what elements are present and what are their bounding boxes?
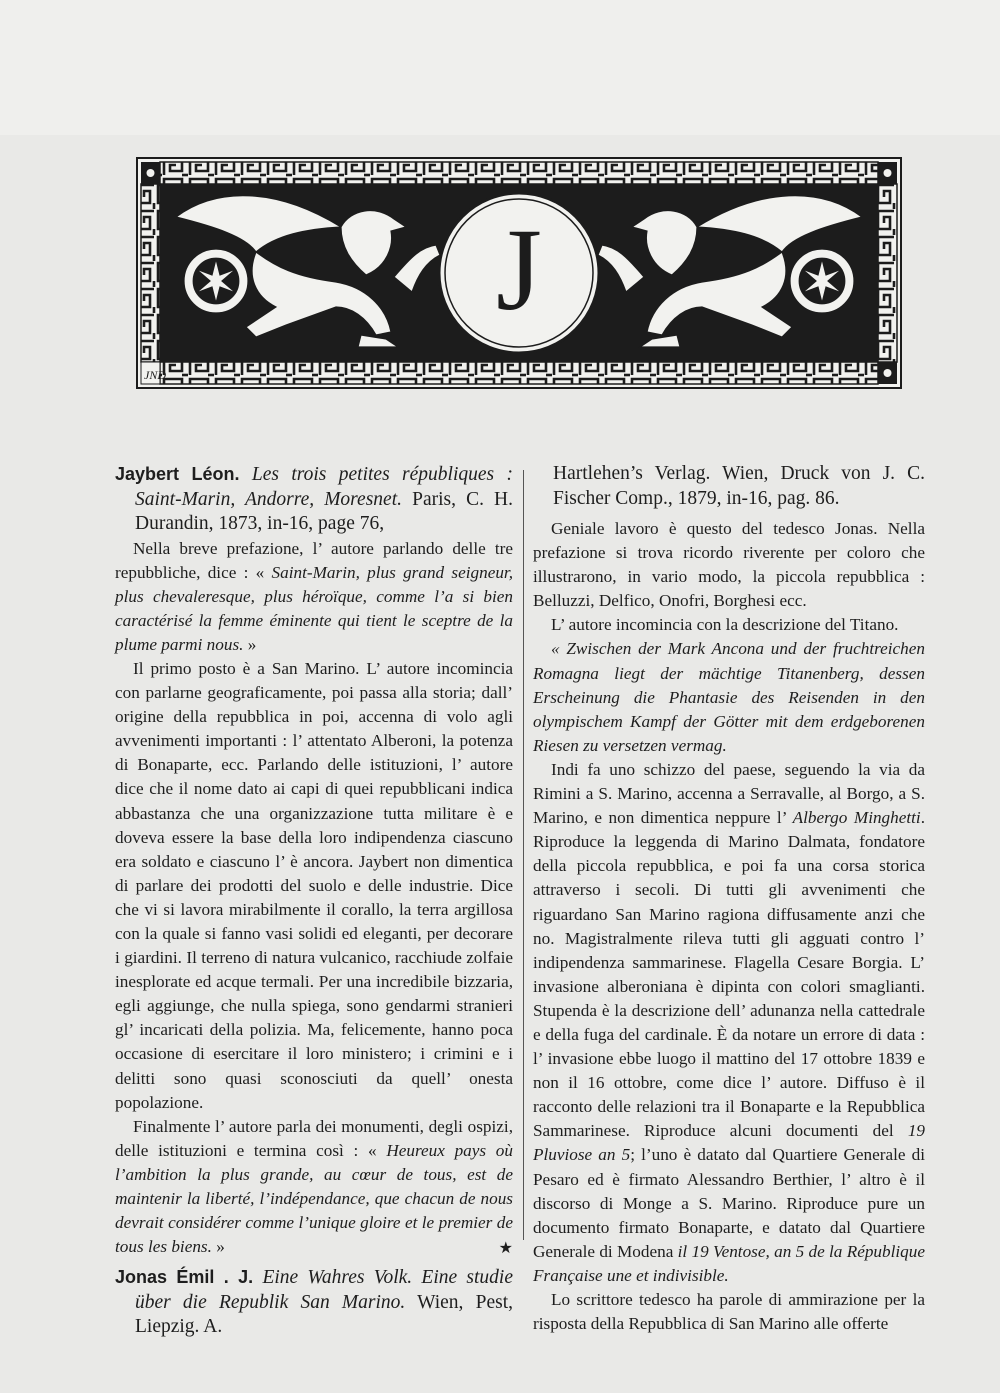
book-title: Eine Wahres Volk. Eine studie über die Republik San Marino.: [135, 1267, 513, 1313]
quotation: Heureux pays où l’ambition la plus grande, au cœur de tous, est de maintenir la liberté, l’indépendance, que chacun de nous devrait considérer comme l’unique gloire et le premier de tous les biens.: [115, 1140, 513, 1257]
bibliography-entry-jonas: [115, 1265, 513, 1340]
svg-text:JND: JND: [144, 368, 166, 382]
initial-letter: J: [496, 204, 542, 335]
author-name: Jonas Émil . J.: [115, 1267, 254, 1288]
star-ornament: ★: [498, 1240, 513, 1258]
author-name: Jaybert Léon.: [115, 464, 240, 484]
left-column: [115, 462, 513, 1340]
book-title: Les trois petites républiques : Saint-Marin, Andorre, Moresnet.: [135, 464, 513, 510]
publication-info: Paris, C. H. Durandin, 1873, in-16, page 76,: [135, 488, 514, 534]
paragraph: Indi fa uno schizzo del paese, seguendo la via da Rimini a S. Marino, accenna a Serravalle, al Borgo, a S. Marino, e non dimentica neppure l’ Albergo Minghetti. Riproduce la leggenda di Marino Dalmata, fondatore della piccola repubblica, e poi fa una corsa storica attraverso i secoli. Di tutti gli avvenimenti che riguardano San Marino ragiona diffusamente anzi che no. Magistralmente rileva tutti gli agguati contro l’ indipendenza sammarinese. Flagella Cesare Borgia. L’ invasione alberoniana è dipinta con colori smaglianti. Stupenda è la descrizione dell’ adunanza nella cattedrale e della fuga del cardinale. È da notare un errore di data : l’ invasione ebbe luogo il mattino del 17 ottobre 1839 e non il 16 ottobre, come dice l’ autore. Diffuso è il racconto delle relazioni tra il Bonaparte e la Repubblica Sammarinese. Riproduce alcuni documenti del 19 Pluviose an 5; l’uno è datato dal Quartiere Generale di Pesaro ed è firmato Alessandro Berthier, l’ altro è il discorso di Monge a S. Marino. Riproduce pure un documento firmato Bonaparte, e datato dal Quartiere Generale di Modena il 19 Ventose, an 5 de la République Française une et indivisible.: [533, 759, 925, 1285]
paragraph: Geniale lavoro è questo del tedesco Jonas. Nella prefazione si trova ricordo riverente per coloro che illustrarono, in vario modo, la piccola repubblica : Belluzzi, Delfico, Onofri, Borghesi ecc.: [533, 519, 925, 611]
quotation: « Zwischen der Mark Ancona und der fruchtreichen Romagna liegt der mächtige Titanenberg, dessen Erscheinung die Phantasie des Reisenden in den olympischem Kampf der Götter mit dem erdgeborenen Riesen zu versetzen vermag.: [533, 639, 925, 755]
column-divider: [523, 470, 524, 1240]
paragraph: Il primo posto è a San Marino. L’ autore incomincia con parlarne geograficamente, poi passa alla storia; dall’ origine della repubblica in poi, accenna di volo agli avvenimenti importanti : l’ attentato Alberoni, la potenza di Bonaparte, ecc. Parlando delle istituzioni, l’ autore dice che il nome dato ai capi di quei repubblicani indica abbastanza che una organizzazione tutta militare è e doveva essere la base della loro indipendenza ciascuno era soldato e ciascuno l’ è ancora. Jaybert non dimentica di parlare dei prodotti del suolo e delle industrie. Dice che vi si lavora mirabilmente il corallo, la terra argillosa con la quale si fanno vasi solidi ed eleganti, per decorare i giardini. Il terreno di natura vulcanico, racchiude zolfaie inesplorate ed acque termali. Per una incredibile bizzaria, egli aggiunge, che nulla spiega, sono gendarmi stranieri gl’ incaricati della polizia. Ma, felicemente, hanno poca occasione di esercitare il loro ministero; i crimini e i delitti sono quasi sconosciuti da quell’ onesta popolazione.: [115, 658, 513, 1112]
bibliography-entry-jaybert: [115, 462, 513, 537]
ornamental-banner: [136, 157, 902, 389]
page-top-margin: [0, 0, 1000, 135]
publication-info: Wien, Pest, Liepzig. A.: [135, 1291, 513, 1338]
paragraph: Nella breve prefazione, l’ autore parlando delle tre repubbliche, dice : « Saint-Marin, plus grand seigneur, plus chevaleresque, plus héroïque, comme l’a si bien caractérisé la femme éminente qui tient le sceptre de la plume parmi nous. »: [115, 538, 514, 654]
paragraph: Lo scrittore tedesco ha parole di ammirazione per la risposta della Repubblica di San Marino alle offerte: [533, 1290, 925, 1334]
paragraph: L’ autore incomincia con la descrizione del Titano.: [551, 615, 899, 635]
entry-continuation: Hartlehen’s Verlag. Wien, Druck von J. C. Fischer Comp., 1879, in-16, pag. 86.: [553, 463, 925, 509]
quotation: Saint-Marin, plus grand seigneur, plus chevaleresque, plus héroïque, comme l’a si bien caractérisé la femme éminente qui tient le sceptre de la plume parmi nous.: [115, 562, 514, 654]
right-column: [533, 462, 925, 1336]
paragraph: Finalmente l’ autore parla dei monumenti, degli ospizi, delle istituzioni e termina così : « Heureux pays où l’ambition la plus grande, au cœur de tous, est de maintenir la liberté, l’indépendance, que chacun de nous devrait considérer comme l’unique gloire et le premier de tous les biens. » ★: [115, 1115, 513, 1260]
